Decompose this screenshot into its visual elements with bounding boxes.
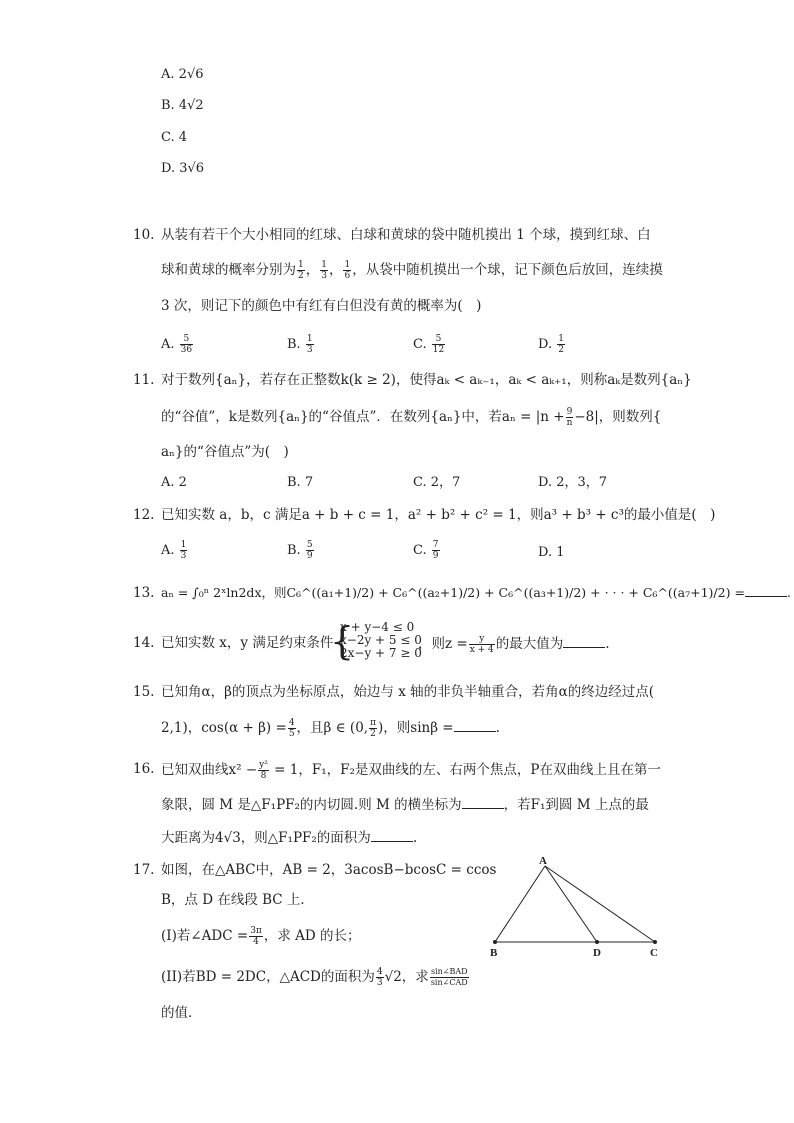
q10-option-d [538,334,566,355]
numerator: 5 [306,540,313,550]
q11-option-a [161,474,187,492]
fraction [566,407,574,428]
q11-line3: aₙ}的“谷值点”为( ) [161,444,289,460]
q16-text-b: = 1，F₁，F₂是双曲线的左、右两个焦点，P在双曲线上且在第一 [269,762,661,778]
denominator: 6 [344,271,351,281]
q14-tail: . [605,636,610,652]
fraction [258,760,269,781]
q15-text-b: ，且β ∈ (0, [296,720,369,736]
point-b [493,940,497,944]
q14-number: 14. [133,635,155,651]
q12-option-b [287,540,315,561]
option-label: B. [287,475,301,490]
q17-line2: B，点 D 在线段 BC 上． [161,892,314,908]
q14-pre: 已知实数 x，y 满足约束条件 [161,635,334,651]
answer-blank[interactable] [745,584,787,597]
numerator: 1 [321,260,327,270]
numerator: 1 [180,540,187,550]
numerator: y [469,634,495,645]
option-text: 2 [178,475,187,490]
side-ac [545,866,655,942]
fraction [469,634,495,655]
option-label: C. [161,130,175,145]
q17-part1-b: ，求 AD 的长； [263,928,361,944]
segment-ad [545,866,597,942]
option-text: 3√6 [179,161,205,176]
q11-number: 11. [133,372,155,388]
q17-part1-a: (I)若∠ADC = [161,928,249,944]
option-label: C. [413,475,427,490]
denominator: 9 [306,551,313,561]
q10-line1: 从装有若干个大小相同的红球、白球和黄球的袋中随机摸出 1 个球，摸到红球、白 [161,227,651,243]
denominator: 3 [180,551,187,561]
q12-number: 12. [133,507,155,523]
denominator: x + 4 [469,645,494,655]
denominator: 2 [298,271,304,281]
denominator: 9 [432,551,439,561]
label-b: B [490,947,498,959]
q17-number: 17. [133,862,155,878]
numerator: 1 [298,260,304,270]
option-text: 1 [556,545,565,560]
q9-option-a [161,66,204,84]
option-text: 4 [178,130,188,145]
denominator: 8 [260,771,267,781]
q13-line1 [161,584,791,602]
answer-blank[interactable] [371,829,413,842]
denominator: 3 [376,978,383,988]
numerator: 4 [288,718,295,728]
q9-option-c [161,129,187,147]
q11-line2-tail: −8|，则数列{ [574,409,662,425]
q17-part1 [161,926,361,947]
fraction [432,540,440,561]
q10-number: 10. [133,227,155,243]
q10-line2: 球和黄球的概率分别为 $\frac{1}{2}$ ， $\frac{1}{3}$ ， $\frac{1}{6}$ ，从袋中随机摸出一个球，记下颜色后放回，连续摸 [161,260,663,281]
option-label: C. [413,543,427,558]
constraint-row: x−2y + 5 ≤ 0 [340,633,422,647]
q16-line3-a: 大距离为4√3，则△F₁PF₂的面积为 [161,830,371,846]
fraction [306,334,314,355]
numerator: 9 [566,407,573,417]
denominator: 5 [288,729,295,739]
fraction [369,718,377,739]
denominator: 12 [432,345,445,355]
numerator: 7 [432,540,439,550]
q16-text-a: 已知双曲线x² − [161,762,258,778]
numerator: y² [259,760,268,770]
fraction [306,540,314,561]
denominator: sin∠CAD [430,978,468,987]
answer-blank[interactable] [563,635,605,648]
numerator: π [370,718,376,728]
q11-option-d [538,474,607,492]
q9-option-b [161,97,204,115]
q10-line3: 3 次，则记下的颜色中有红有白但没有黄的概率为( ) [161,298,482,314]
option-text: 2，3，7 [556,475,608,490]
q16-line2 [161,796,649,814]
option-label: D. [538,545,553,560]
option-label: A. [161,67,175,82]
q15-line2 [161,718,500,739]
q12-option-c [413,540,441,561]
q17-line-end: 的值． [161,1005,202,1021]
label-c: C [650,947,658,959]
q11-option-b [287,474,313,492]
constraint-row: x + y−4 ≤ 0 [340,620,415,634]
q17-part2-a: (II)若BD = 2DC，△ACD的面积为 [161,969,375,985]
denominator: 36 [180,345,193,355]
fraction [430,967,469,988]
option-label: B. [287,543,301,558]
q10-line2-text: 球和黄球的概率分别为 [161,262,296,278]
denominator: 4 [253,937,259,947]
q17-part2-b: √2，求 [384,969,429,985]
answer-blank[interactable] [462,796,504,809]
q10-option-c [413,334,446,355]
triangle-figure [485,850,675,962]
option-text: 4√2 [178,98,204,113]
label-a: A [539,855,547,867]
option-label: B. [161,98,175,113]
option-label: D. [538,475,553,490]
option-text: 2，7 [430,475,461,490]
q12-line1: 已知实数 a，b，c 满足a + b + c = 1，a² + b² + c² = 1，则a³ + b³ + c³的最小值是( ) [161,507,716,523]
option-label: A. [161,475,175,490]
q15-text-c: )，则sinβ = [378,720,454,736]
q15-number: 15. [133,684,155,700]
q11-line2 [161,407,661,428]
numerator: 5 [180,334,193,345]
system-brace-icon: { [330,619,355,663]
q15-tail: . [495,720,500,736]
label-d: D [593,947,601,959]
q17-line1: 如图，在△ABC中，AB = 2，3acosB−bcosC = ccos [161,862,497,878]
numerator: sin∠BAD [430,967,468,976]
option-label: C. [413,337,427,352]
fraction [376,967,384,988]
fraction [180,540,188,561]
q14-post-text: 的最大值为 [495,636,564,652]
option-label: D. [161,161,176,176]
fraction [180,334,193,355]
q14-constraint-system [340,621,422,660]
q11-line1: 对于数列{aₙ}，若存在正整数k(k ≥ 2)，使得aₖ < aₖ₋₁，aₖ < aₖ₊₁，则称aₖ是数列{aₙ} [161,372,692,388]
q13-tail: . [786,585,791,600]
numerator: 5 [432,334,445,345]
q11-option-c [413,474,460,492]
q13-number: 13. [133,585,155,601]
q10-option-b [287,334,315,355]
q9-option-d [161,160,204,178]
q16-line1 [161,760,661,781]
numerator: 1 [306,334,313,344]
option-label: D. [538,337,553,352]
q12-option-a [161,540,188,561]
fraction [343,260,351,281]
numerator: 1 [558,334,564,344]
answer-blank[interactable] [454,719,496,732]
q10-option-a [161,334,194,355]
option-text: 2√6 [178,67,204,82]
option-text: 7 [304,475,314,490]
q11-line2-text: 的“谷值”，k是数列{aₙ}的“谷值点”．在数列{aₙ}中，若aₙ = |n + [161,409,565,425]
fraction [249,926,263,947]
option-label: A. [161,543,175,558]
fraction [288,718,296,739]
q16-line2-b: ，若F₁到圆 M 上点的最 [503,797,649,813]
side-ab [495,866,545,942]
numerator: 3π [250,926,262,936]
numerator: 1 [344,260,351,270]
fraction [297,260,305,281]
denominator: 3 [321,271,327,281]
q17-part2 [161,967,470,988]
q12-option-d [538,544,565,562]
numerator: 4 [376,967,383,977]
q14-post [418,634,610,655]
option-label: A. [161,337,175,352]
option-label: B. [287,337,301,352]
point-d [595,940,599,944]
q16-tail: . [412,830,418,846]
q16-line3 [161,829,417,847]
denominator: 3 [306,345,313,355]
q10-line2-tail: ，从袋中随机摸出一个球，记下颜色后放回，连续摸 [352,262,663,278]
q16-number: 16. [133,761,155,777]
q15-line1: 已知角α，β的顶点为坐标原点，始边与 x 轴的非负半轴重合，若角α的终边经过点( [161,684,654,700]
fraction [432,334,445,355]
denominator: 2 [558,345,564,355]
denominator: n [566,418,573,428]
constraint-row: 2x−y + 7 ≥ 0 [340,646,422,660]
fraction [320,260,328,281]
denominator: 2 [370,729,376,739]
q15-text-a: 2,1)，cos(α + β) = [161,720,287,736]
q16-line2-a: 象限，圆 M 是△F₁PF₂的内切圆.则 M 的横坐标为 [161,797,462,813]
q13-formula: aₙ = ∫₀ⁿ 2ˣln2dx，则C₆^((a₁+1)/2) + C₆^((a₂+1)/2) + C₆^((a₃+1)/2) + · · · + C₆^((a₇+1)/2) = [161,585,745,600]
point-c [653,940,657,944]
fraction [557,334,565,355]
q14-mid: ，则z = [418,636,468,652]
